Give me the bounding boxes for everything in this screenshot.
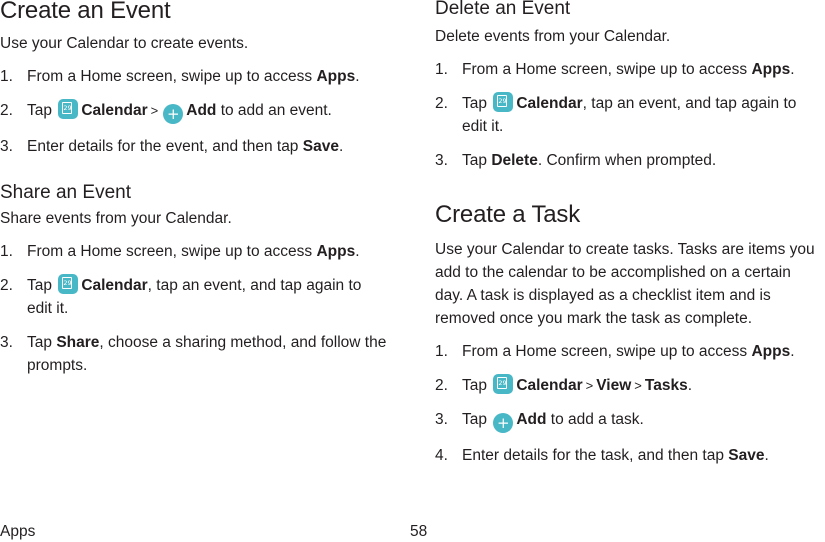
list-item: 4. Enter details for the task, and then tap Save. [435,447,769,464]
steps-create-event [0,65,408,158]
apps-label: Apps [316,68,356,85]
heading-delete-event: Delete an Event [435,0,571,19]
list-item: 2. Tap 29 Calendar, tap an event, and tap again to edit it. [0,274,408,320]
share-label: Share [56,334,100,351]
steps-share-event [0,240,408,377]
intro-share-event: Share events from your Calendar. [0,210,232,227]
add-label: Add [186,102,217,119]
chevron-right-icon: > [585,378,594,393]
plus-icon: + [163,104,183,124]
calendar-label: Calendar [516,377,583,394]
steps-create-task [435,340,825,467]
chevron-right-icon: > [150,103,159,118]
chevron-right-icon: > [634,378,642,393]
list-item: 1. From a Home screen, swipe up to access Apps. [435,343,795,360]
save-label: Save [728,447,765,464]
save-label: Save [302,138,339,155]
list-item: 3. Tap Share, choose a sharing method, and follow the prompts. [0,334,387,374]
list-item: 2. Tap 29 Calendar > View > Tasks. [435,374,825,397]
calendar-app-icon: 29 [58,99,78,119]
list-item: 1. From a Home screen, swipe up to access Apps. [0,68,360,85]
view-label: View [596,377,632,394]
right-column [435,0,825,467]
heading-create-task: Create a Task [435,201,581,228]
list-item: 3. Tap Delete. Confirm when prompted. [435,152,717,169]
intro-create-event: Use your Calendar to create events. [0,35,249,52]
list-item: 2. Tap 29 Calendar > + Add to add an event. [0,99,408,124]
list-item: 1. From a Home screen, swipe up to access Apps. [0,243,360,260]
calendar-label: Calendar [81,102,148,119]
calendar-app-icon: 29 [493,92,513,112]
heading-share-event: Share an Event [0,182,131,203]
plus-icon: + [493,413,513,433]
calendar-label: Calendar [81,277,148,294]
intro-create-task: Use your Calendar to create tasks. Tasks are items you add to the calendar to be accomplished on a certain day. A task is displayed as a checklist item and is removed once you mark the task as complete. [435,241,815,327]
intro-delete-event: Delete events from your Calendar. [435,28,671,45]
list-item: 3. Enter details for the event, and then tap Save. [0,138,344,155]
calendar-app-icon: 29 [58,274,78,294]
steps-delete-event [435,58,825,172]
apps-label: Apps [751,61,791,78]
list-item: 3. Tap + Add to add a task. [435,411,644,432]
apps-label: Apps [316,243,356,260]
list-item: 1. From a Home screen, swipe up to access Apps. [435,61,795,78]
add-label: Add [516,411,547,428]
delete-label: Delete [491,152,538,169]
calendar-label: Calendar [516,95,583,112]
list-item: 2. Tap 29 Calendar, tap an event, and tap again to edit it. [435,92,825,138]
heading-create-event: Create an Event [0,0,171,24]
footer-section-label: Apps [0,523,36,540]
apps-label: Apps [751,343,791,360]
page-number: 58 [410,523,428,540]
calendar-app-icon: 29 [493,374,513,394]
tasks-label: Tasks [644,377,688,394]
left-column [0,0,408,377]
